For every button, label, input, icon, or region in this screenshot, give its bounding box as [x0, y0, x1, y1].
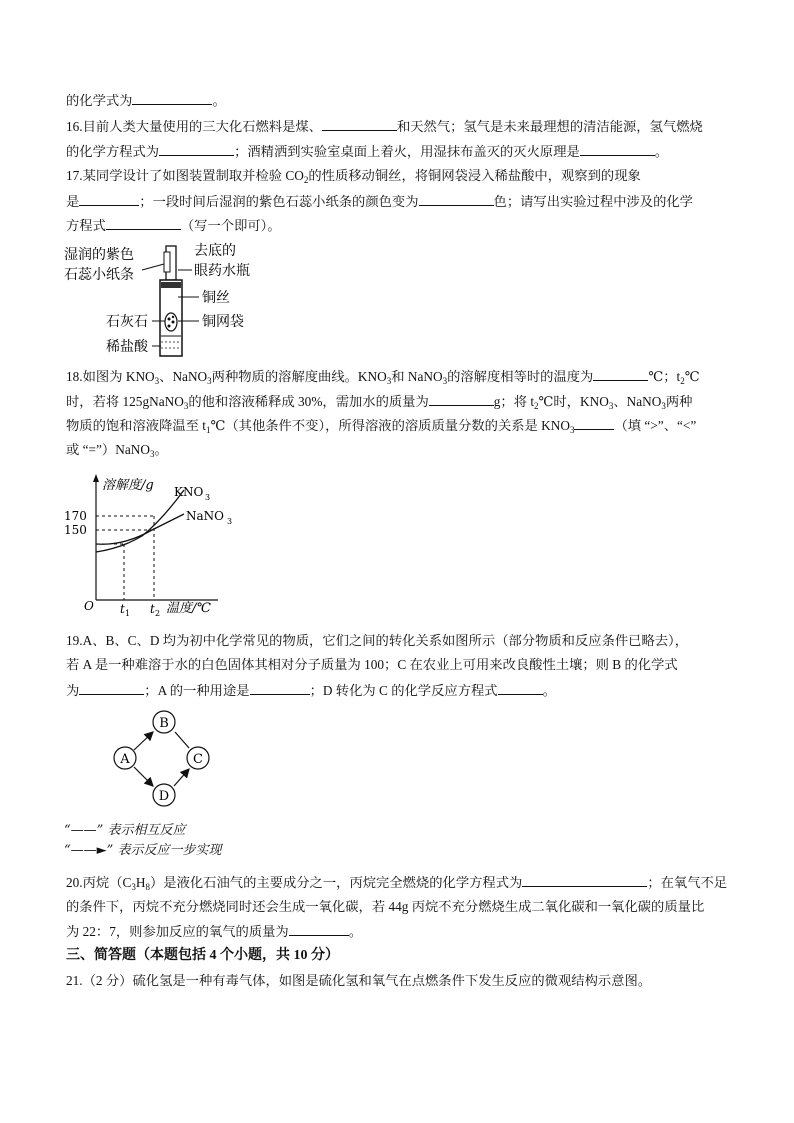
- q19-line-1: 19.A、B、C、D 均为初中化学常见的物质，它们之间的转化关系如图所示（部分物质和反应条件已略去），: [66, 633, 689, 648]
- y-axis-label: 溶解度/g: [102, 478, 154, 493]
- q16-line-2: 的化学方程式为 ；酒精洒到实验室桌面上着火，用湿抹布盖灭的灭火原理是 。: [66, 144, 669, 159]
- legend-line-1: “——” 表示相互反应: [64, 823, 186, 838]
- arrow-a-to-d: [134, 767, 153, 786]
- q17-apparatus-figure: [62, 240, 292, 362]
- x-tick-sub-t1: 1: [125, 609, 131, 618]
- label-bag: 铜网袋: [202, 314, 244, 330]
- q18-line-2: 时，若将 125gNaNO$_3$的他和溶液稀释成 30%，需加水的质量为 g；将 $t_2℃$时，$KNO_3$、NaNO$_3$两种: [66, 394, 693, 411]
- section-3-heading: 三、简答题（本题包括 4 个小题，共 10 分）: [66, 948, 339, 963]
- q20-line-2: 的条件下，丙烷不充分燃烧同时还会生成一氧化碳，若 44g 丙烷不充分燃烧生成二氧化碳和一氧化碳的质量比: [66, 899, 705, 914]
- answer-blank[interactable]: [580, 142, 655, 156]
- q20-line-1: 20.丙烷$(C_3H_8)$是液化石油气的主要成分之一，丙烷完全燃烧的化学方程式为 ；在氧气不足: [66, 875, 728, 892]
- q19-line-2: 若 A 是一种难溶于水的白色固体其相对分子质量为 100；C 在农业上可用来改良酸性土壤；则 B 的化学式: [66, 657, 678, 672]
- answer-blank[interactable]: [289, 922, 349, 936]
- label-wire: 铜丝: [202, 290, 230, 306]
- label-strip-2: 石蕊小纸条: [64, 267, 134, 283]
- label-bottle-2: 眼药水瓶: [194, 263, 250, 279]
- answer-blank[interactable]: [79, 681, 144, 695]
- x-tick-t2: t: [150, 602, 155, 616]
- q17-line-3: 方程式 （写一个即可）。: [66, 218, 281, 233]
- arrow-a-to-b: [134, 732, 153, 750]
- label-strip-1: 湿润的紫色: [64, 247, 134, 263]
- x-axis-label: 温度/℃: [166, 601, 211, 616]
- answer-blank[interactable]: [498, 681, 543, 695]
- x-tick-t1: t: [120, 602, 125, 616]
- answer-blank[interactable]: [132, 91, 212, 105]
- answer-blank[interactable]: [593, 367, 648, 381]
- answer-blank[interactable]: [322, 117, 397, 131]
- q19-line-3: 为 ；A 的一种用途是 ；D 转化为 C 的化学反应方程式 。: [66, 683, 556, 698]
- node-a-label: A: [120, 752, 130, 767]
- litmus-strip: [164, 252, 170, 272]
- q21-line-1: 21.（2 分）硫化氢是一种有毒气体，如图是硫化氢和氧气在点燃条件下发生反应的微观结构示意图。: [66, 973, 652, 988]
- answer-blank[interactable]: [522, 873, 647, 887]
- answer-blank[interactable]: [574, 416, 614, 430]
- copper-mesh-bag: [165, 313, 177, 331]
- label-nano3: NaNO: [186, 509, 224, 523]
- q18-line-3: 物质的饱和溶液降温至 $t_1℃$（其他条件不变），所得溶液的溶质质量分数的关系是 $KNO_3$ （填 “>”、“<”: [66, 418, 697, 435]
- solubility-chart: [62, 472, 242, 620]
- answer-blank[interactable]: [79, 192, 139, 206]
- y-tick-150: 150: [64, 523, 87, 537]
- label-acid: 稀盐酸: [106, 339, 148, 355]
- q15-tail: 的化学式为 。: [66, 93, 226, 108]
- label-kno3-sub: 3: [205, 493, 211, 502]
- line-b-c: [175, 732, 189, 748]
- label-limestone: 石灰石: [106, 314, 148, 330]
- curve-nano3: [96, 514, 184, 544]
- origin-label: O: [84, 599, 94, 613]
- q18-line-1: 18.如图为 $KNO_3$、NaNO$_3$两种物质的溶解度曲线。$KNO_3$和 NaNO$_3$的溶解度相等时的温度为 ℃；$t_2℃$: [66, 369, 700, 386]
- q19-relation-diagram: [105, 708, 225, 808]
- node-b-label: B: [159, 716, 169, 731]
- label-kno3: KNO: [174, 485, 204, 499]
- y-axis-arrow: [93, 474, 99, 482]
- node-c-label: C: [193, 752, 203, 767]
- answer-blank[interactable]: [250, 681, 310, 695]
- q17-line-1: 17.某同学设计了如图装置制取并检验 $CO_2$的性质移动铜丝，将铜网袋浸入稀盐酸中，观察到的现象: [66, 168, 641, 185]
- node-d-label: D: [158, 789, 170, 804]
- q16-line-1: 16.目前人类大量使用的三大化石燃料是煤、 和天然气；氢气是未来最理想的清洁能源，氢气燃烧: [66, 119, 703, 134]
- q20-line-3: 为 22：7，则参加反应的氧气的质量为 。: [66, 924, 363, 939]
- label-nano3-sub: 3: [227, 517, 233, 526]
- legend-line-2: “——►” 表示反应一步实现: [64, 843, 222, 858]
- x-tick-sub-t2: 2: [155, 609, 161, 618]
- answer-blank[interactable]: [159, 142, 234, 156]
- q18-line-4: 或 “=”）NaNO$_3$。: [66, 442, 168, 459]
- answer-blank[interactable]: [419, 192, 494, 206]
- y-tick-170: 170: [64, 509, 87, 523]
- answer-blank[interactable]: [106, 216, 181, 230]
- q17-line-2: 是 ；一段时间后湿润的紫色石蕊小纸条的颜色变为 色；请写出实验过程中涉及的化学: [66, 194, 693, 209]
- answer-blank[interactable]: [429, 392, 494, 406]
- label-bottle-1: 去底的: [194, 243, 236, 259]
- arrow-d-to-c: [174, 769, 189, 786]
